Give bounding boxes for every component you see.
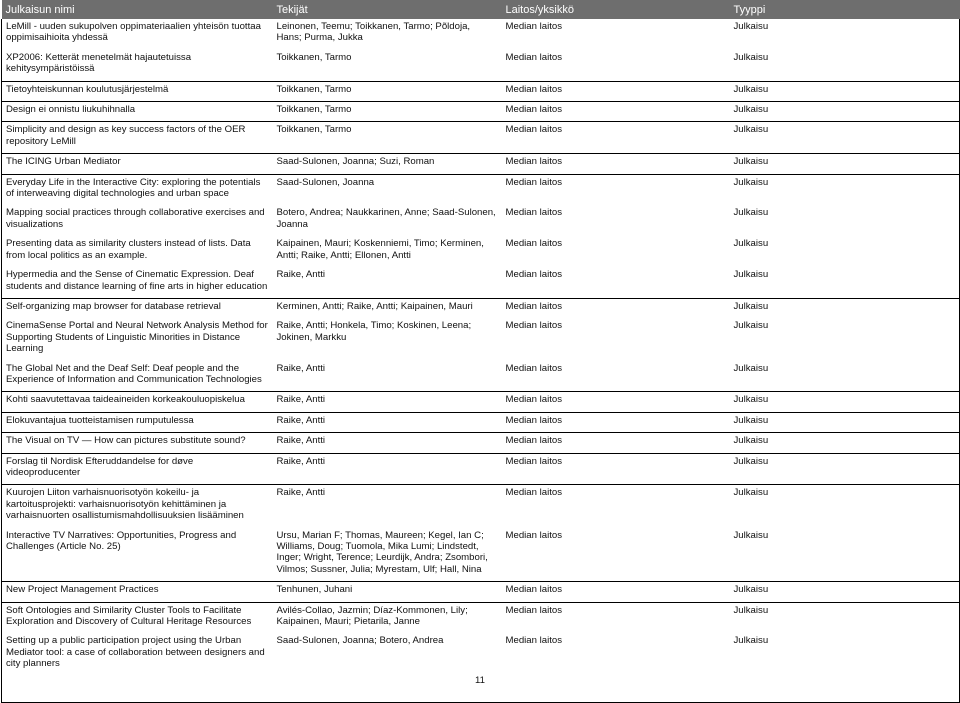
row-unit: Median laitos — [502, 412, 730, 432]
row-authors: Raike, Antti — [273, 453, 502, 485]
row-unit: Median laitos — [505, 207, 563, 219]
table-row — [2, 50, 960, 81]
table-row — [2, 485, 960, 528]
row-unit: Median laitos — [505, 21, 563, 32]
row-type: Julkaisu — [730, 154, 960, 174]
row-unit: Median laitos — [505, 269, 563, 281]
row-authors: Raike, Antti — [273, 485, 502, 528]
row-authors: Raike, Antti — [276, 362, 326, 374]
table-row — [2, 102, 960, 122]
row-unit: Median laitos — [502, 602, 730, 633]
table-row — [2, 154, 960, 174]
row-unit: Median laitos — [502, 485, 730, 528]
table-row — [2, 412, 960, 432]
row-title: LeMill - uuden sukupolven oppimateriaalien yhteisön tuottaa oppimisaihioita yhdessä — [2, 19, 273, 50]
table-row — [2, 174, 960, 205]
row-title: Forslag til Nordisk Efteruddandelse for døve videoproducenter — [2, 453, 273, 485]
publication-table — [1, 0, 960, 703]
row-authors: Toikkanen, Tarmo — [273, 81, 502, 101]
row-title: Hypermedia and the Sense of Cinematic Expression. Deaf students and distance learning of fine arts in higher education — [2, 267, 273, 298]
row-unit: Median laitos — [502, 582, 730, 602]
row-unit: Median laitos — [505, 238, 563, 250]
row-title: The Global Net and the Deaf Self: Deaf people and the Experience of Information and Communication Technologies — [2, 361, 273, 392]
table-row — [2, 582, 960, 602]
row-type: Julkaisu — [730, 485, 960, 528]
header-authors: Tekijät — [273, 0, 502, 19]
row-authors: Kerminen, Antti; Raike, Antti; Kaipainen, Mauri — [273, 298, 502, 318]
row-authors: Tenhunen, Juhani — [273, 582, 502, 602]
table-row — [2, 81, 960, 101]
row-authors: Toikkanen, Tarmo — [273, 122, 502, 154]
row-authors: Raike, Antti — [273, 412, 502, 432]
row-title: The Visual on TV — How can pictures substitute sound? — [2, 433, 273, 453]
row-unit: Median laitos — [502, 174, 730, 205]
row-authors: Botero, Andrea; Naukkarinen, Anne; Saad-Sulonen, Joanna — [276, 207, 496, 230]
row-authors: Saad-Sulonen, Joanna — [273, 174, 502, 205]
row-authors: Leinonen, Teemu; Toikkanen, Tarmo; Põldoja, Hans; Purma, Jukka — [276, 21, 471, 44]
row-unit: Median laitos — [502, 122, 730, 154]
row-type: Julkaisu — [730, 205, 960, 236]
table-row — [2, 236, 960, 267]
header-title: Julkaisun nimi — [2, 0, 273, 19]
row-type: Julkaisu — [730, 433, 960, 453]
row-authors: Raike, Antti — [273, 392, 502, 412]
row-title: Mapping social practices through collaborative exercises and visualizations — [2, 205, 273, 236]
row-title: Kohti saavutettavaa taideaineiden korkeakouluopiskelua — [2, 392, 273, 412]
row-unit: Median laitos — [502, 433, 730, 453]
row-unit: Median laitos — [502, 81, 730, 101]
table-row — [2, 602, 960, 633]
row-title: Interactive TV Narratives: Opportunities, Progress and Challenges (Article No. 25) — [2, 528, 273, 582]
table-row — [2, 392, 960, 412]
row-authors: Toikkanen, Tarmo — [273, 102, 502, 122]
page-number: 11 — [475, 675, 485, 686]
table-row — [2, 528, 960, 582]
row-title: The ICING Urban Mediator — [2, 154, 273, 174]
row-type: Julkaisu — [730, 19, 960, 50]
row-unit: Median laitos — [505, 529, 563, 541]
row-authors: Raike, Antti; Honkela, Timo; Koskinen, Leena; Jokinen, Markku — [276, 320, 472, 343]
table-row — [2, 19, 960, 50]
row-title: Kuurojen Liiton varhaisnuorisotyön kokeilu- ja kartoitusprojekti: varhaisnuorisotyön kehittäminen ja varhaisnuorten osallistumismahdollisuuksien lisääminen — [2, 485, 273, 528]
row-title: CinemaSense Portal and Neural Network Analysis Method for Supporting Students of Linguistic Minorities in Distance Learning — [2, 318, 273, 360]
header-unit: Laitos/yksikkö — [502, 0, 730, 19]
table-row — [2, 318, 960, 360]
row-authors: Avilés-Collao, Jazmin; Díaz-Kommonen, Lily; Kaipainen, Mauri; Pietarila, Janne — [273, 602, 502, 633]
row-unit: Median laitos — [502, 154, 730, 174]
row-type: Julkaisu — [730, 361, 960, 392]
row-authors: Raike, Antti — [273, 433, 502, 453]
row-authors: Saad-Sulonen, Joanna; Botero, Andrea — [276, 635, 444, 647]
row-type: Julkaisu — [730, 298, 960, 318]
row-type: Julkaisu — [730, 122, 960, 154]
row-type: Julkaisu — [730, 102, 960, 122]
row-title: Tietoyhteiskunnan koulutusjärjestelmä — [2, 81, 273, 101]
row-unit: Median laitos — [502, 392, 730, 412]
row-authors: Ursu, Marian F; Thomas, Maureen; Kegel, Ian C; Williams, Doug; Tuomola, Mika Lumi; Lindstedt, Inger; Wright, Terence; Leurdijk, Andra; Zsombori, Vilmos; Sussner, Julia; Myrestam, Ulf; Hall, Nina — [276, 529, 488, 575]
row-unit: Median laitos — [505, 51, 563, 63]
row-title: Setting up a public participation project using the Urban Mediator tool: a case of collaboration between designers and city planners — [2, 633, 273, 675]
row-unit: Median laitos — [505, 362, 563, 374]
row-unit: Median laitos — [505, 320, 563, 332]
row-title: Simplicity and design as key success factors of the OER repository LeMill — [2, 122, 273, 154]
row-authors: Kaipainen, Mauri; Koskenniemi, Timo; Kerminen, Antti; Raike, Antti; Ellonen, Antti — [276, 238, 484, 261]
row-type: Julkaisu — [730, 81, 960, 101]
table-row — [2, 298, 960, 318]
header-type: Tyyppi — [730, 0, 960, 19]
row-type: Julkaisu — [730, 392, 960, 412]
row-title: New Project Management Practices — [2, 582, 273, 602]
row-type: Julkaisu — [730, 602, 960, 633]
row-title: Soft Ontologies and Similarity Cluster Tools to Facilitate Exploration and Discovery of Cultural Heritage Resources — [2, 602, 273, 633]
row-title: Self-organizing map browser for database retrieval — [2, 298, 273, 318]
row-unit: Median laitos — [505, 635, 563, 647]
header-row — [2, 0, 960, 19]
row-authors: Raike, Antti — [276, 269, 326, 281]
row-type: Julkaisu — [730, 267, 960, 298]
row-title: XP2006: Ketterät menetelmät hajautetuissa kehitysympäristöissä — [2, 50, 273, 81]
row-unit: Median laitos — [502, 298, 730, 318]
row-type: Julkaisu — [730, 174, 960, 205]
row-type: Julkaisu — [730, 582, 960, 602]
table-row — [2, 633, 960, 675]
row-unit: Median laitos — [502, 102, 730, 122]
row-type: Julkaisu — [730, 633, 960, 675]
row-title: Everyday Life in the Interactive City: exploring the potentials of interweaving digital technologies and urban space — [2, 174, 273, 205]
table-row — [2, 205, 960, 236]
row-type: Julkaisu — [730, 528, 960, 582]
table-body — [2, 19, 960, 702]
row-type: Julkaisu — [730, 318, 960, 360]
row-type: Julkaisu — [730, 236, 960, 267]
row-unit: Median laitos — [502, 453, 730, 485]
row-authors: Toikkanen, Tarmo — [276, 51, 352, 63]
table-row — [2, 122, 960, 154]
row-title: Design ei onnistu liukuhihnalla — [2, 102, 273, 122]
table-row — [2, 453, 960, 485]
table-row — [2, 267, 960, 298]
row-type: Julkaisu — [730, 453, 960, 485]
row-type: Julkaisu — [730, 50, 960, 81]
table-row — [2, 361, 960, 392]
row-authors: Saad-Sulonen, Joanna; Suzi, Roman — [273, 154, 502, 174]
row-type: Julkaisu — [730, 412, 960, 432]
table-row — [2, 433, 960, 453]
row-title: Elokuvantajua tuotteistamisen rumputulessa — [2, 412, 273, 432]
row-title: Presenting data as similarity clusters instead of lists. Data from local politics as an example. — [2, 236, 273, 267]
